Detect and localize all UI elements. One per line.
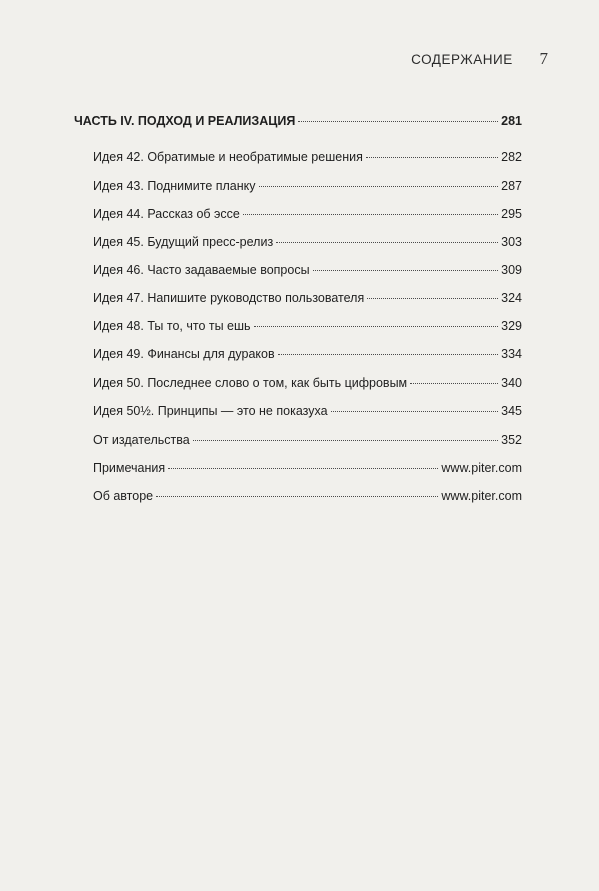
running-head-text: СОДЕРЖАНИЕ: [411, 52, 513, 67]
toc-entry-page: 324: [501, 291, 522, 305]
toc-entry-page: www.piter.com: [441, 461, 522, 475]
toc-entry: [93, 489, 522, 503]
toc-entry-page: www.piter.com: [441, 489, 522, 503]
toc-entry-label: Примечания: [93, 461, 166, 475]
toc-entry-page: 345: [501, 404, 522, 418]
dot-leader: [156, 496, 438, 497]
page-number: 7: [539, 49, 548, 68]
toc-entry-label: Идея 50½. Принципы — это не показуха: [93, 404, 328, 418]
toc-entry-page: 334: [501, 347, 522, 361]
toc-entry-label: Идея 45. Будущий пресс-релиз: [93, 235, 274, 249]
toc-entry-page: 295: [501, 207, 522, 221]
dot-leader: [313, 270, 499, 271]
toc-entry-page: 340: [501, 376, 522, 390]
dot-leader: [254, 326, 499, 327]
toc-entry-page: 329: [501, 319, 522, 333]
toc-part-page: 281: [501, 114, 522, 128]
toc-entry-label: Идея 46. Часто задаваемые вопросы: [93, 263, 310, 277]
dot-leader: [193, 440, 498, 441]
toc-entry: [93, 179, 522, 193]
dot-leader: [278, 354, 499, 355]
toc-entry: [93, 347, 522, 361]
toc-entry: [93, 404, 522, 418]
toc-entry-page: 352: [501, 433, 522, 447]
toc-entry-label: Идея 42. Обратимые и необратимые решения: [93, 150, 363, 164]
toc-entry-page: 282: [501, 150, 522, 164]
toc-entry-label: Идея 44. Рассказ об эссе: [93, 207, 240, 221]
toc-entry-label: Идея 47. Напишите руководство пользователя: [93, 291, 365, 305]
dot-leader: [243, 214, 498, 215]
dot-leader: [259, 186, 499, 187]
toc-entry: [93, 235, 522, 249]
dot-leader: [366, 157, 498, 158]
dot-leader: [298, 121, 498, 122]
toc-part-row: [74, 114, 522, 128]
dot-leader: [276, 242, 498, 243]
toc-entry-label: Идея 48. Ты то, что ты ешь: [93, 319, 251, 333]
toc-entry: [93, 291, 522, 305]
dot-leader: [367, 298, 498, 299]
toc-part-label: ЧАСТЬ IV. ПОДХОД И РЕАЛИЗАЦИЯ: [74, 114, 296, 128]
dot-leader: [331, 411, 499, 412]
toc-entry: [93, 376, 522, 390]
toc-entry-label: От издательства: [93, 433, 190, 447]
toc-entry-label: Об авторе: [93, 489, 154, 503]
toc-entry: [93, 150, 522, 164]
toc-entry: [93, 319, 522, 333]
toc-entry-page: 303: [501, 235, 522, 249]
toc-entry: [93, 263, 522, 277]
toc-entry-label: Идея 43. Поднимите планку: [93, 179, 256, 193]
toc-entry: [93, 207, 522, 221]
dot-leader: [410, 383, 498, 384]
dot-leader: [168, 468, 438, 469]
toc-entry: [93, 461, 522, 475]
toc-entry-label: Идея 50. Последнее слово о том, как быть цифровым: [93, 376, 408, 390]
toc-entry-label: Идея 49. Финансы для дураков: [93, 347, 275, 361]
toc-entry: [93, 433, 522, 447]
running-head: [411, 52, 543, 67]
toc-entry-page: 309: [501, 263, 522, 277]
toc-entry-page: 287: [501, 179, 522, 193]
